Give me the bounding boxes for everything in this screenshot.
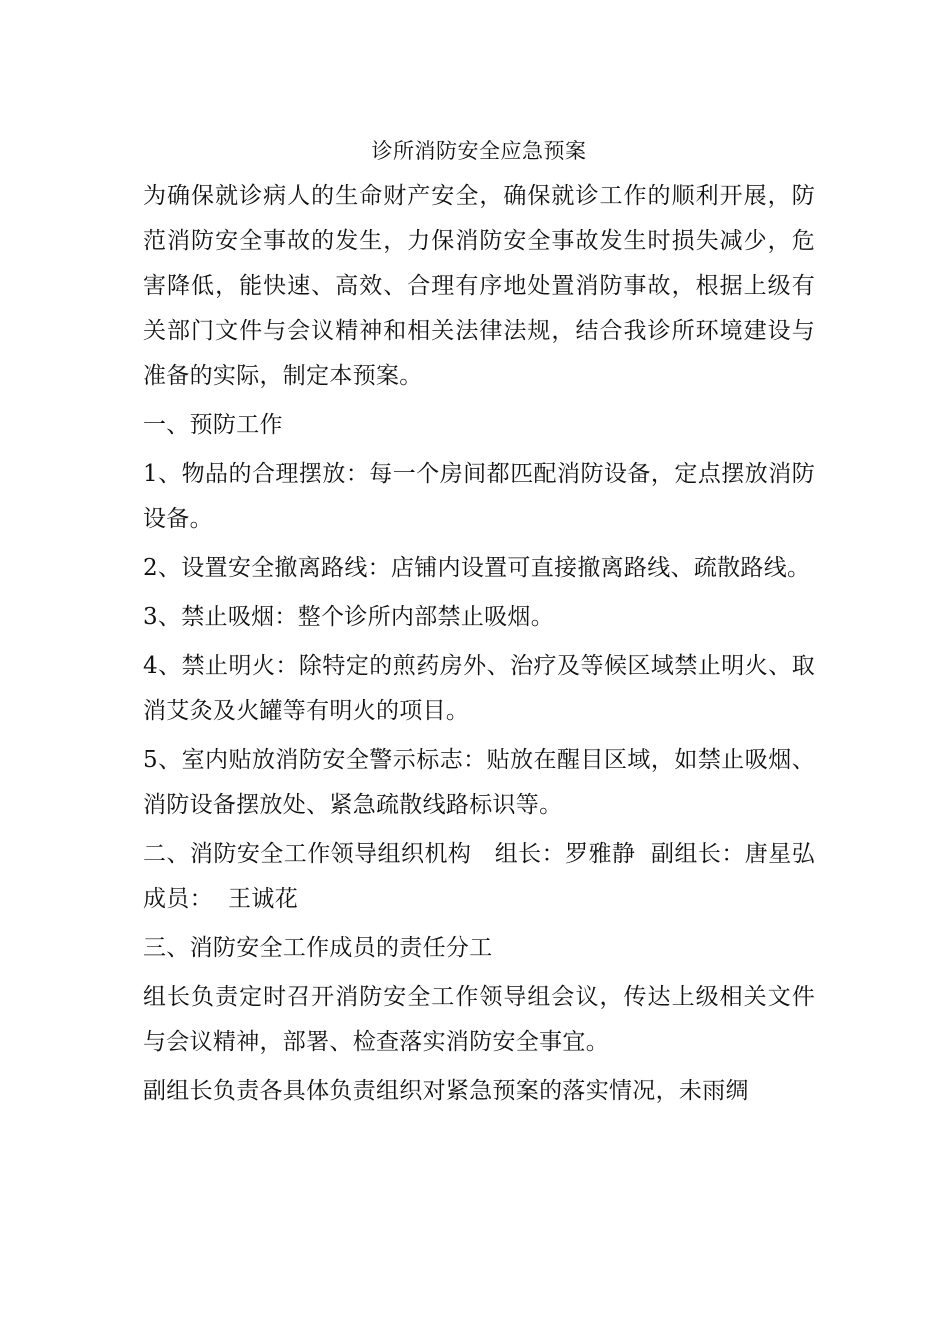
prevention-item-5: 5、室内贴放消防安全警示标志：贴放在醒目区域，如禁止吸烟、消防设备摆放处、紧急疏散线路标识等。: [143, 747, 815, 818]
document-title: 诊所消防安全应急预案: [371, 139, 587, 163]
section-heading-organization: 二、消防安全工作领导组织机构 组长：罗雅静 副组长：唐星弘 成员： 王诚花: [143, 841, 838, 912]
leader-duty-paragraph: 组长负责定时召开消防安全工作领导组会议，传达上级相关文件与会议精神，部署、检查落实消防安全事宜。: [143, 984, 815, 1055]
deputy-duty-paragraph: 副组长负责各具体负责组织对紧急预案的落实情况，未雨绸: [143, 1078, 749, 1104]
prevention-item-3: 3、禁止吸烟：整个诊所内部禁止吸烟。: [143, 604, 555, 630]
section-heading-prevention: 一、预防工作: [143, 412, 283, 438]
intro-paragraph: 为确保就诊病人的生命财产安全，确保就诊工作的顺利开展，防范消防安全事故的发生，力保消防安全事故发生时损失减少，危害降低，能快速、高效、合理有序地处置消防事故，根据上级有关部门文件与会议精神和相关法律法规，结合我诊所环境建设与准备的实际，制定本预案。: [143, 183, 815, 389]
prevention-item-4: 4、禁止明火：除特定的煎药房外、治疗及等候区域禁止明火、取消艾灸及火罐等有明火的项目。: [143, 653, 815, 724]
section-heading-responsibilities: 三、消防安全工作成员的责任分工: [143, 935, 493, 961]
prevention-item-2: 2、设置安全撤离路线：店铺内设置可直接撤离路线、疏散路线。: [143, 555, 811, 581]
document-body: [143, 128, 838, 1118]
prevention-item-1: 1、物品的合理摆放：每一个房间都匹配消防设备，定点摆放消防设备。: [143, 461, 815, 532]
